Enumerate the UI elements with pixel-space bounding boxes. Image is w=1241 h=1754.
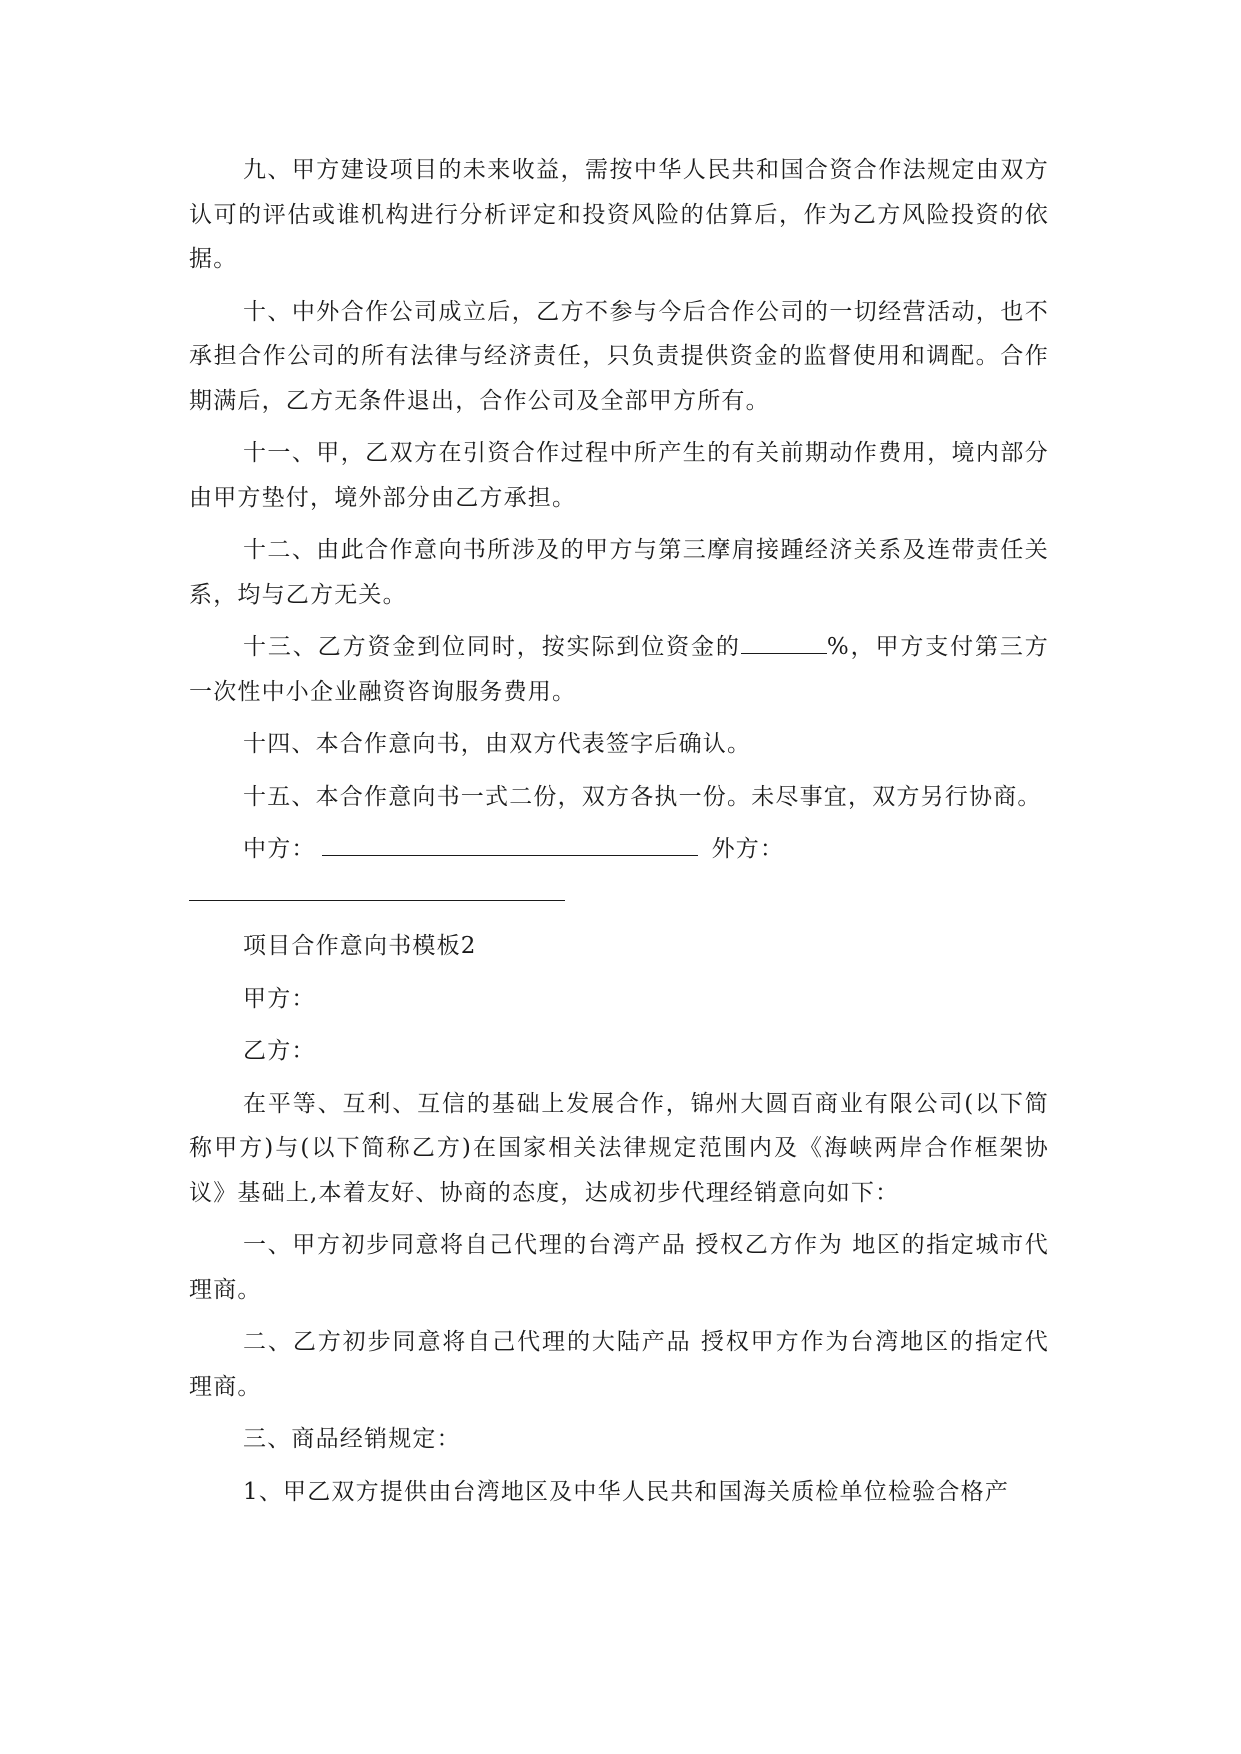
clause-10: 十、中外合作公司成立后，乙方不参与今后合作公司的一切经营活动，也不承担合作公司的所有法律与经济责任，只负责提供资金的监督使用和调配。合作期满后，乙方无条件退出，合作公司及全部甲方所有。	[189, 298, 1049, 414]
clause-12: 十二、由此合作意向书所涉及的甲方与第三摩肩接踵经济关系及连带责任关系，均与乙方无关。	[189, 537, 1049, 608]
clause-13	[189, 625, 1049, 714]
clause-13-before: 十三、乙方资金到位同时，按实际到位资金的	[243, 634, 741, 660]
foreign-signature-line	[189, 872, 1049, 917]
template2-item-1: 一、甲方初步同意将自己代理的台湾产品 授权乙方作为 地区的指定城市代理商。	[189, 1232, 1049, 1303]
clause-13-after: %，甲方支付第三方一次性中小企业融资咨询服务费用。	[189, 634, 1050, 705]
party-a-label: 甲方：	[243, 985, 316, 1012]
china-party-label: 中方：	[243, 836, 316, 862]
clause-15: 十五、本合作意向书一式二份，双方各执一份。未尽事宜，双方另行协商。	[243, 783, 1042, 810]
template2-item-3: 三、商品经销规定：	[243, 1426, 461, 1452]
template2-item-3-1: 1、甲乙双方提供由台湾地区及中华人民共和国海关质检单位检验合格产	[243, 1478, 1010, 1505]
clause-11: 十一、甲，乙双方在引资合作过程中所产生的有关前期动作费用，境内部分由甲方垫付，境外部分由乙方承担。	[189, 440, 1049, 511]
party-b-label: 乙方：	[243, 1038, 316, 1064]
clause-14: 十四、本合作意向书，由双方代表签字后确认。	[243, 731, 752, 757]
china-signature-blank	[322, 835, 698, 856]
template2-item-2: 二、乙方初步同意将自己代理的大陆产品 授权甲方作为台湾地区的指定代理商。	[189, 1329, 1049, 1400]
signature-line	[189, 827, 1049, 872]
template2-intro: 在平等、互利、互信的基础上发展合作，锦州大圆百商业有限公司(以下简称甲方)与(以下简称乙方)在国家相关法律规定范围内及《海峡两岸合作框架协议》基础上,本着友好、协商的态度，达成初步代理经销意向如下：	[189, 1090, 1049, 1206]
foreign-signature-blank	[189, 880, 565, 901]
percentage-blank	[741, 635, 827, 654]
document-body	[189, 148, 1049, 1522]
foreign-party-label: 外方：	[711, 836, 785, 862]
clause-9: 九、甲方建设项目的未来收益，需按中华人民共和国合资合作法规定由双方认可的评估或谁机构进行分析评定和投资风险的估算后，作为乙方风险投资的依据。	[189, 157, 1049, 272]
template2-title: 项目合作意向书模板2	[243, 933, 477, 959]
